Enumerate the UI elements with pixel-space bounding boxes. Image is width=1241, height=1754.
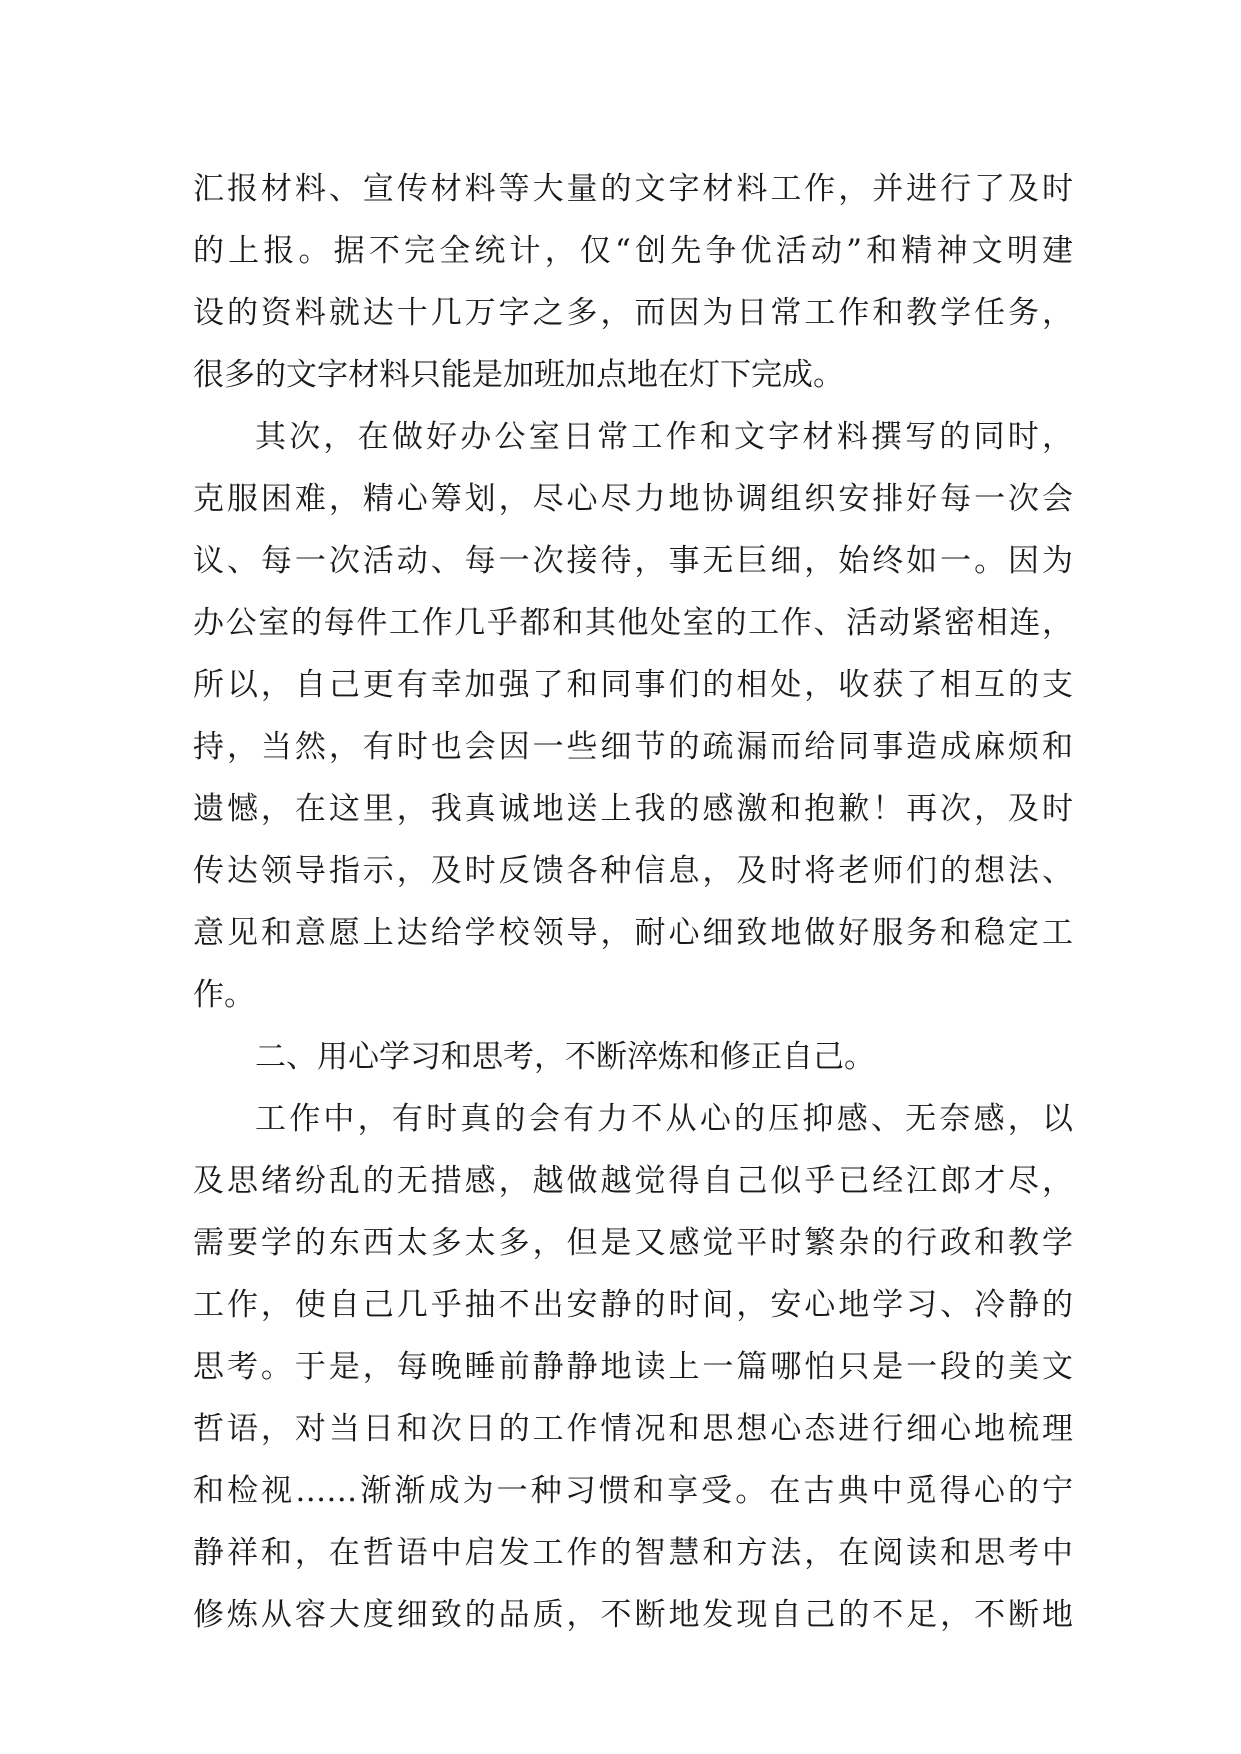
text-line-10: 持，当然，有时也会因一些细节的疏漏而给同事造成麻烦和 [193,729,1073,765]
text-line-1: 汇报材料、宣传材料等大量的文字材料工作，并进行了及时 [193,171,1073,207]
text-line-9: 所以，自己更有幸加强了和同事们的相处，收获了相互的支 [193,667,1073,703]
text-line-19: 工作，使自己几乎抽不出安静的时间，安心地学习、冷静的 [193,1287,1073,1323]
text-line-2: 的上报。据不完全统计，仅“创先争优活动”和精神文明建 [193,233,1073,269]
text-line-5: 其次，在做好办公室日常工作和文字材料撰写的同时， [255,419,1073,455]
text-line-8: 办公室的每件工作几乎都和其他处室的工作、活动紧密相连， [193,605,1073,641]
text-line-21: 哲语，对当日和次日的工作情况和思想心态进行细心地梳理 [193,1411,1073,1447]
text-line-23: 静祥和，在哲语中启发工作的智慧和方法，在阅读和思考中 [193,1535,1073,1571]
text-line-20: 思考。于是，每晚睡前静静地读上一篇哪怕只是一段的美文 [193,1349,1073,1385]
text-line-24: 修炼从容大度细致的品质，不断地发现自己的不足，不断地 [193,1597,1073,1633]
text-line-22: 和检视……渐渐成为一种习惯和享受。在古典中觅得心的宁 [193,1473,1073,1509]
text-line-7: 议、每一次活动、每一次接待，事无巨细，始终如一。因为 [193,543,1073,579]
text-line-18: 需要学的东西太多太多，但是又感觉平时繁杂的行政和教学 [193,1225,1073,1261]
document-body [193,158,1073,1646]
text-line-4: 很多的文字材料只能是加班加点地在灯下完成。 [193,357,844,393]
text-line-14: 作。 [193,977,255,1013]
text-line-13: 意见和意愿上达给学校领导，耐心细致地做好服务和稳定工 [193,915,1073,951]
text-line-6: 克服困难，精心筹划，尽心尽力地协调组织安排好每一次会 [193,481,1073,517]
text-line-17: 及思绪纷乱的无措感，越做越觉得自己似乎已经江郎才尽， [193,1163,1073,1199]
text-line-12: 传达领导指示，及时反馈各种信息，及时将老师们的想法、 [193,853,1073,889]
text-line-11: 遗憾，在这里，我真诚地送上我的感激和抱歉！再次，及时 [193,791,1073,827]
text-line-16: 工作中，有时真的会有力不从心的压抑感、无奈感，以 [255,1101,1073,1137]
text-line-3: 设的资料就达十几万字之多，而因为日常工作和教学任务， [193,295,1073,331]
section-heading: 二、用心学习和思考，不断淬炼和修正自己。 [255,1039,875,1075]
